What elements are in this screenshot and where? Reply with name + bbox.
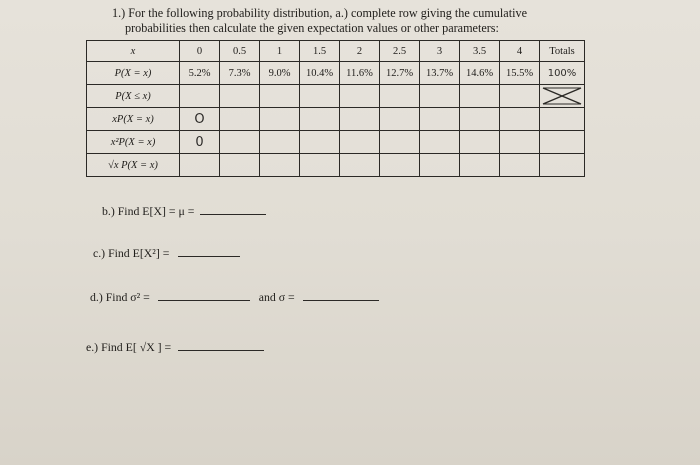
handwritten-total: 100%	[540, 62, 585, 85]
question-c-text: c.) Find E[X²] =	[93, 246, 170, 260]
table-cell[interactable]	[220, 108, 260, 131]
table-cell: 10.4%	[300, 62, 340, 85]
row-label: xP(X = x)	[87, 108, 180, 131]
table-cell[interactable]	[420, 131, 460, 154]
table-cell[interactable]	[460, 131, 500, 154]
table-cell[interactable]	[180, 85, 220, 108]
table-cell[interactable]	[500, 131, 540, 154]
table-cell[interactable]	[340, 108, 380, 131]
question-d	[90, 290, 379, 305]
question-e	[86, 340, 264, 355]
table-cell[interactable]	[380, 108, 420, 131]
table-cell[interactable]	[260, 154, 300, 177]
table-row-xp	[87, 108, 585, 131]
question-d-text: d.) Find σ² =	[90, 290, 150, 304]
probability-distribution-table	[86, 40, 585, 177]
header-totals: Totals	[540, 41, 585, 62]
table-row-x2p	[87, 131, 585, 154]
header-x-value: 3.5	[460, 41, 500, 62]
table-cell[interactable]	[380, 131, 420, 154]
table-cell: 5.2%	[180, 62, 220, 85]
question-c	[93, 246, 240, 261]
table-cell[interactable]	[380, 85, 420, 108]
table-cell[interactable]	[460, 108, 500, 131]
table-cell: 9.0%	[260, 62, 300, 85]
header-x-value: 3	[420, 41, 460, 62]
table-cell[interactable]	[420, 154, 460, 177]
table-cell: 14.6%	[460, 62, 500, 85]
table-cell: 12.7%	[380, 62, 420, 85]
table-row-sqrtxp	[87, 154, 585, 177]
question-b-text: b.) Find E[X] = μ =	[102, 204, 195, 218]
header-x-value: 4	[500, 41, 540, 62]
table-cell[interactable]	[540, 108, 585, 131]
table-cell: 15.5%	[500, 62, 540, 85]
table-cell[interactable]	[260, 85, 300, 108]
table-row-pmf	[87, 62, 585, 85]
table-cell[interactable]	[540, 154, 585, 177]
handwritten-cell[interactable]: O	[180, 108, 220, 131]
question-d-and-text: and σ =	[258, 290, 295, 304]
table-cell[interactable]	[220, 85, 260, 108]
prompt-line-2: probabilities then calculate the given expectation values or other parameters:	[125, 20, 499, 35]
table-cell[interactable]	[260, 131, 300, 154]
table-cell[interactable]	[300, 154, 340, 177]
question-b	[102, 204, 266, 219]
table-cell[interactable]	[300, 131, 340, 154]
header-x-value: 1.5	[300, 41, 340, 62]
table-header-row	[87, 41, 585, 62]
crossed-out-total-cell	[540, 85, 585, 108]
answer-blank-c[interactable]	[178, 255, 240, 257]
header-x-value: 2	[340, 41, 380, 62]
table-cell[interactable]	[220, 131, 260, 154]
table-cell[interactable]	[420, 108, 460, 131]
table-cell[interactable]	[460, 85, 500, 108]
table-cell: 7.3%	[220, 62, 260, 85]
table-cell[interactable]	[460, 154, 500, 177]
row-label: x²P(X = x)	[87, 131, 180, 154]
table-cell: 13.7%	[420, 62, 460, 85]
table-cell[interactable]	[500, 108, 540, 131]
header-x-label: x	[87, 41, 180, 62]
header-x-value: 1	[260, 41, 300, 62]
cross-mark-icon	[540, 85, 584, 107]
table-cell[interactable]	[540, 131, 585, 154]
row-label: √x P(X = x)	[87, 154, 180, 177]
header-x-value: 0	[180, 41, 220, 62]
table-cell[interactable]	[500, 85, 540, 108]
table-cell[interactable]	[340, 131, 380, 154]
table-cell[interactable]	[180, 154, 220, 177]
table-cell: 11.6%	[340, 62, 380, 85]
answer-blank-variance[interactable]	[158, 299, 250, 301]
table-cell[interactable]	[500, 154, 540, 177]
table-cell[interactable]	[260, 108, 300, 131]
table-cell[interactable]	[340, 154, 380, 177]
row-label: P(X = x)	[87, 62, 180, 85]
table-cell[interactable]	[220, 154, 260, 177]
table-cell[interactable]	[420, 85, 460, 108]
answer-blank-e[interactable]	[178, 349, 264, 351]
table-cell[interactable]	[380, 154, 420, 177]
table-cell[interactable]	[340, 85, 380, 108]
table-cell[interactable]	[300, 108, 340, 131]
table-cell[interactable]	[300, 85, 340, 108]
problem-prompt	[112, 6, 632, 35]
answer-blank-sigma[interactable]	[303, 299, 379, 301]
table-row-cdf	[87, 85, 585, 108]
question-e-text: e.) Find E[ √X ] =	[86, 340, 172, 354]
handwritten-cell[interactable]: 0	[180, 131, 220, 154]
prompt-line-1: 1.) For the following probability distribution, a.) complete row giving the cumulative	[112, 6, 527, 20]
header-x-value: 2.5	[380, 41, 420, 62]
answer-blank-b[interactable]	[200, 213, 266, 215]
row-label: P(X ≤ x)	[87, 85, 180, 108]
header-x-value: 0.5	[220, 41, 260, 62]
